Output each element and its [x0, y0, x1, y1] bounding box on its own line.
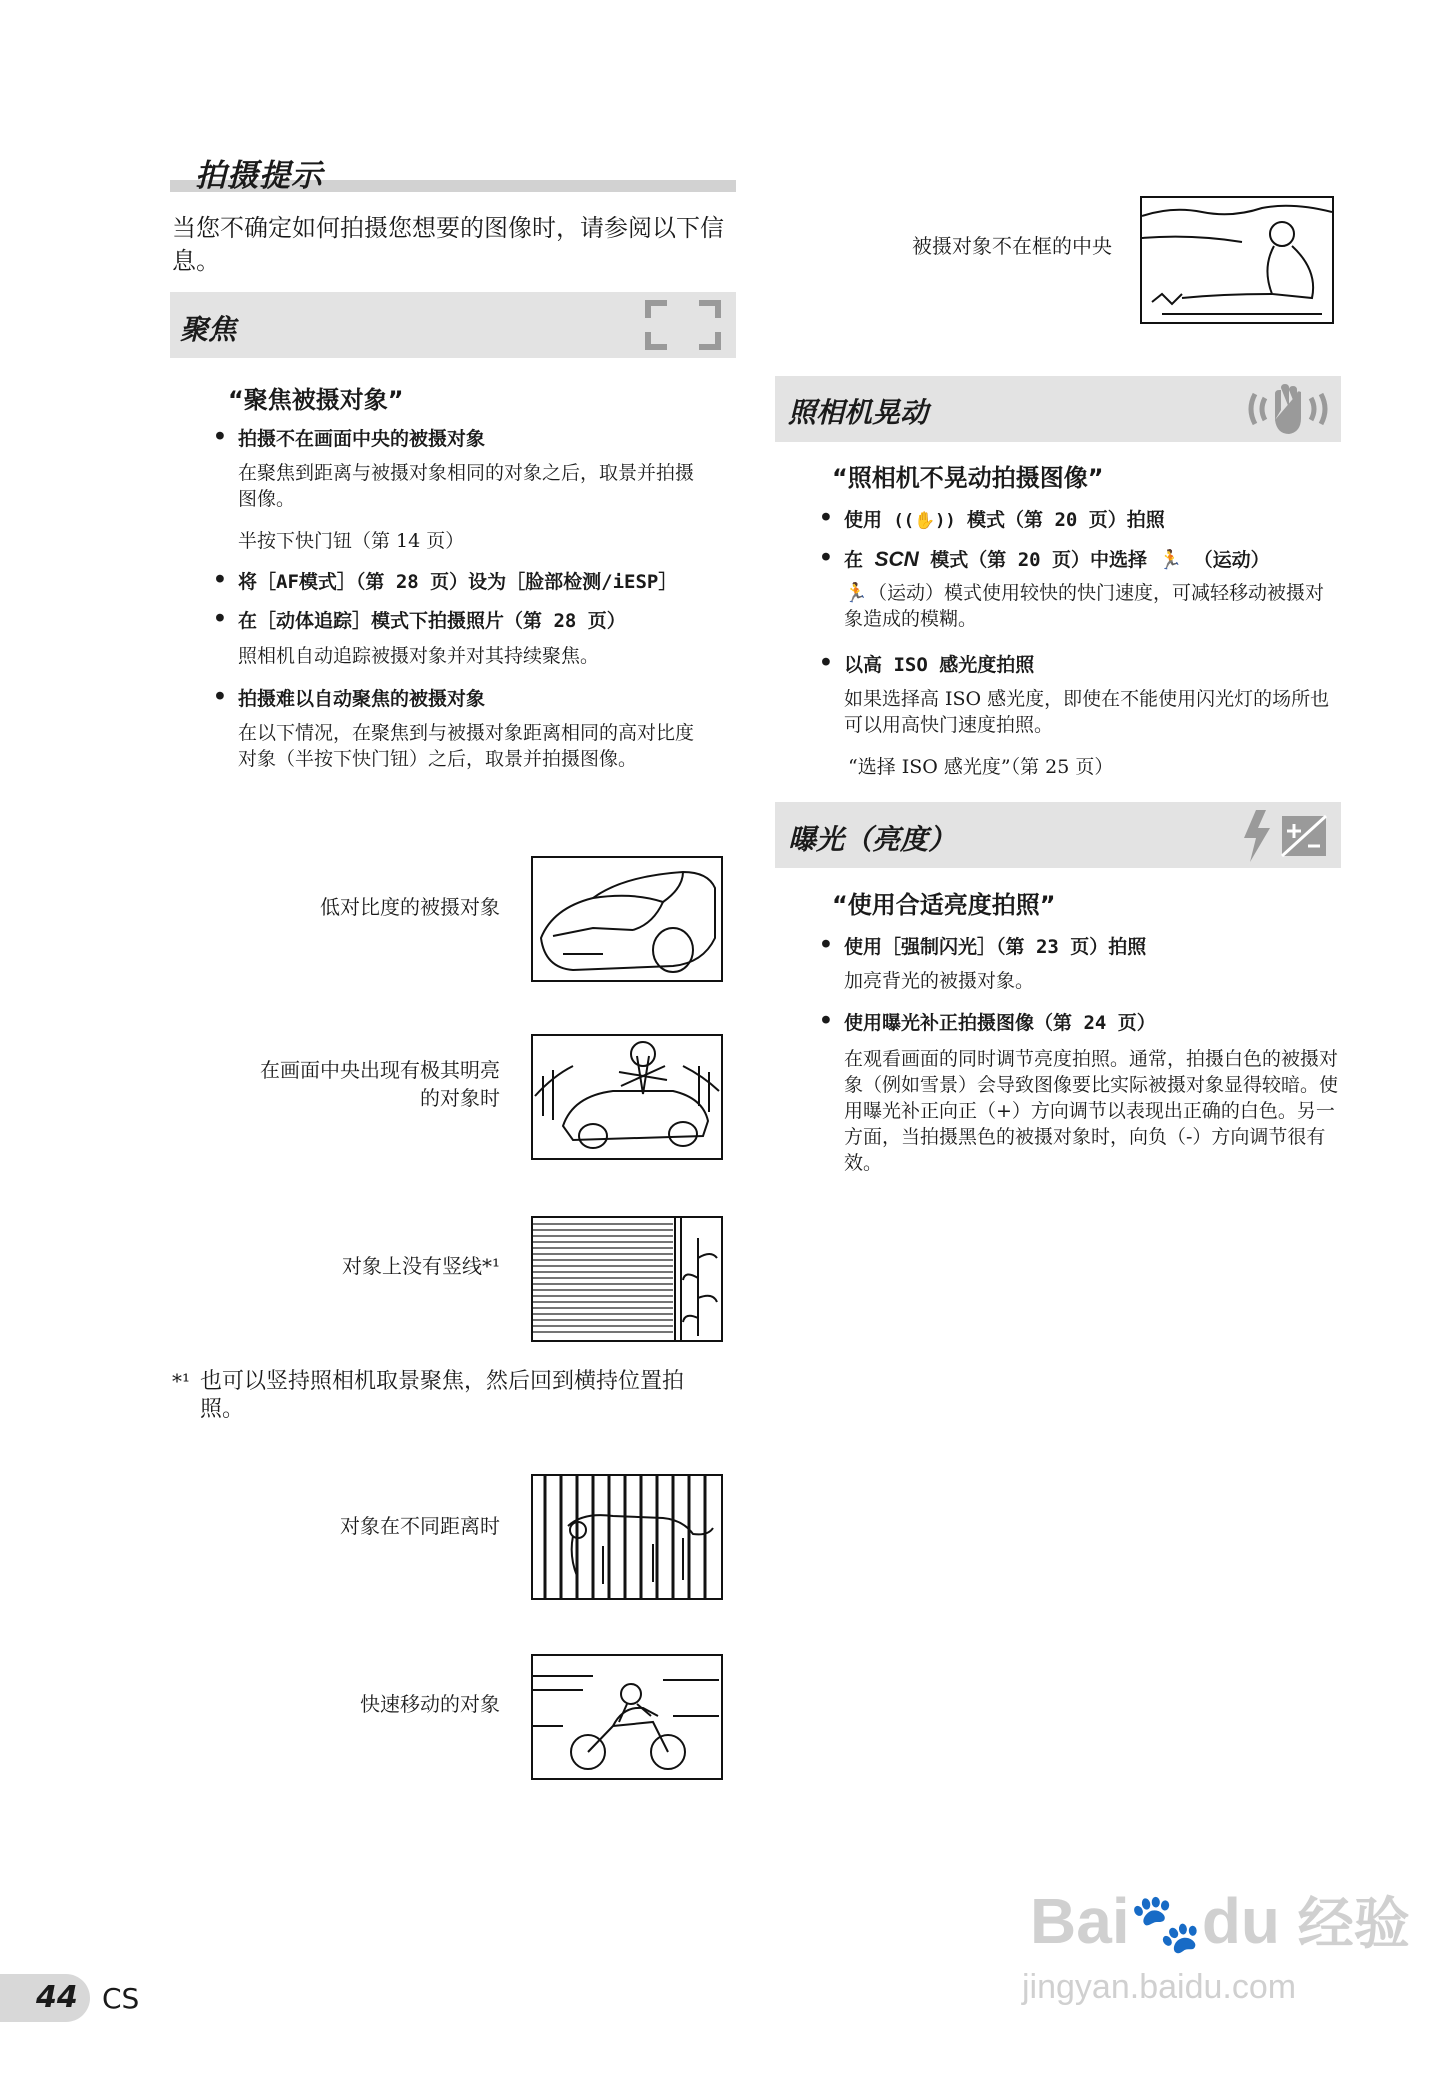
footnote-text: 也可以竖持照相机取景聚焦，然后回到横持位置拍照。 [200, 1369, 685, 1422]
bright-center-car-image [531, 1034, 723, 1160]
tiger-bars-image [531, 1474, 723, 1600]
af-frame-icon [645, 300, 721, 350]
shake-bullet-2-mid: 模式（第 20 页）中选择 [930, 549, 1148, 571]
caption-no-vertical: 对象上没有竖线*¹ [341, 1254, 500, 1278]
shake-bullet-3: ● 以高 ISO 感光度拍照 [844, 650, 1034, 677]
shake-para-3: “选择 ISO 感光度”（第 25 页） [848, 756, 1114, 778]
page-title: 拍摄提示 [195, 158, 323, 194]
exposure-heading: “使用合适亮度拍照” [832, 891, 1056, 919]
focus-title: 聚焦 [180, 313, 237, 346]
off-center-subject-image [1140, 196, 1334, 324]
shake-bullet-2-post: （运动） [1193, 549, 1270, 571]
scn-mode-label: SCN [874, 548, 919, 571]
focus-bullet-4: ● 拍摄难以自动聚焦的被摄对象 [238, 684, 485, 711]
caption-off-center: 被摄对象不在框的中央 [912, 234, 1112, 258]
watermark-brand-du: du [1201, 1885, 1280, 1957]
focus-para-2: 半按下快门钮（第 14 页） [238, 530, 465, 552]
caption-distance: 对象在不同距离时 [340, 1514, 500, 1538]
caption-bright-center-line2: 的对象时 [420, 1086, 500, 1110]
paw-icon: 🐾 [1129, 1891, 1202, 1956]
caption-bright-center-line1: 在画面中央出现有极其明亮 [260, 1058, 500, 1082]
shake-para-1-text: （运动）模式使用较快的快门速度，可减轻移动被摄对象造成的模糊。 [844, 582, 1325, 630]
language-code: CS [102, 1982, 140, 2015]
low-contrast-car-image [531, 856, 723, 982]
watermark-brand [1030, 1880, 1410, 1960]
intro-text: 当您不确定如何拍摄您想要的图像时，请参阅以下信息。 [172, 214, 724, 275]
caption-fast: 快速移动的对象 [360, 1692, 500, 1716]
shake-title: 照相机晃动 [788, 396, 929, 429]
focus-para-3: 照相机自动追踪被摄对象并对其持续聚焦。 [238, 645, 600, 667]
hand-mode-icon: ((✋)) [893, 511, 956, 531]
shake-bullet-2-pre: 在 [844, 549, 864, 571]
caption-low-contrast: 低对比度的被摄对象 [320, 895, 500, 919]
focus-para-4: 在以下情况，在聚焦到与被摄对象距离相同的高对比度对象（半按下快门钮）之后，取景并拍摄图像。 [238, 722, 695, 770]
horizontal-lines-image [531, 1216, 723, 1342]
watermark-cn: 经验 [1297, 1892, 1410, 1955]
hand-shake-icon [1245, 380, 1331, 438]
sport-mode-icon-2: 🏃 [844, 582, 868, 604]
shake-bullet-1 [844, 505, 1165, 532]
watermark-url: jingyan.baidu.com [1022, 1968, 1297, 2006]
sport-mode-icon: 🏃 [1158, 549, 1183, 571]
focus-heading: “聚焦被摄对象” [228, 386, 404, 414]
page-number: 44 [36, 1980, 78, 2015]
shake-bullet-2 [844, 545, 1270, 572]
caption-bright-center [170, 1056, 500, 1112]
shake-bullet-1-post: 模式（第 20 页）拍照 [967, 509, 1165, 531]
exposure-bullet-1: ● 使用［强制闪光］（第 23 页）拍照 [844, 932, 1146, 959]
shake-heading: “照相机不晃动拍摄图像” [832, 464, 1104, 492]
focus-para-1: 在聚焦到距离与被摄对象相同的对象之后，取景并拍摄图像。 [238, 462, 695, 510]
watermark-brand-bai: Bai [1030, 1885, 1130, 1957]
focus-bullet-1: ● 拍摄不在画面中央的被摄对象 [238, 424, 485, 451]
footnote-mark: *¹ [172, 1369, 191, 1393]
focus-bullet-3: ● 在［动体追踪］模式下拍摄照片（第 28 页） [238, 606, 626, 633]
exposure-bullet-2: ● 使用曝光补正拍摄图像（第 24 页） [844, 1008, 1156, 1035]
exposure-para-1: 加亮背光的被摄对象。 [844, 970, 1035, 992]
exposure-title: 曝光（亮度） [788, 823, 957, 856]
shake-para-2: 如果选择高 ISO 感光度，即使在不能使用闪光灯的场所也可以用高快门速度拍照。 [844, 688, 1330, 736]
flash-exposure-icon [1242, 806, 1332, 864]
exposure-para-2: 在观看画面的同时调节亮度拍照。通常，拍摄白色的被摄对象（例如雪景）会导致图像要比实际被摄对象显得较暗。使用曝光补正向正（+）方向调节以表现出正确的白色。另一方面，当拍摄黑色的被摄对象时，向负（-）方向调节很有效。 [844, 1048, 1339, 1174]
motorcycle-image [531, 1654, 723, 1780]
shake-bullet-1-pre: 使用 [844, 509, 883, 531]
focus-bullet-2: ● 将［AF模式］（第 28 页）设为［脸部检测/iESP］ [238, 567, 677, 594]
shake-para-1 [844, 580, 1334, 632]
